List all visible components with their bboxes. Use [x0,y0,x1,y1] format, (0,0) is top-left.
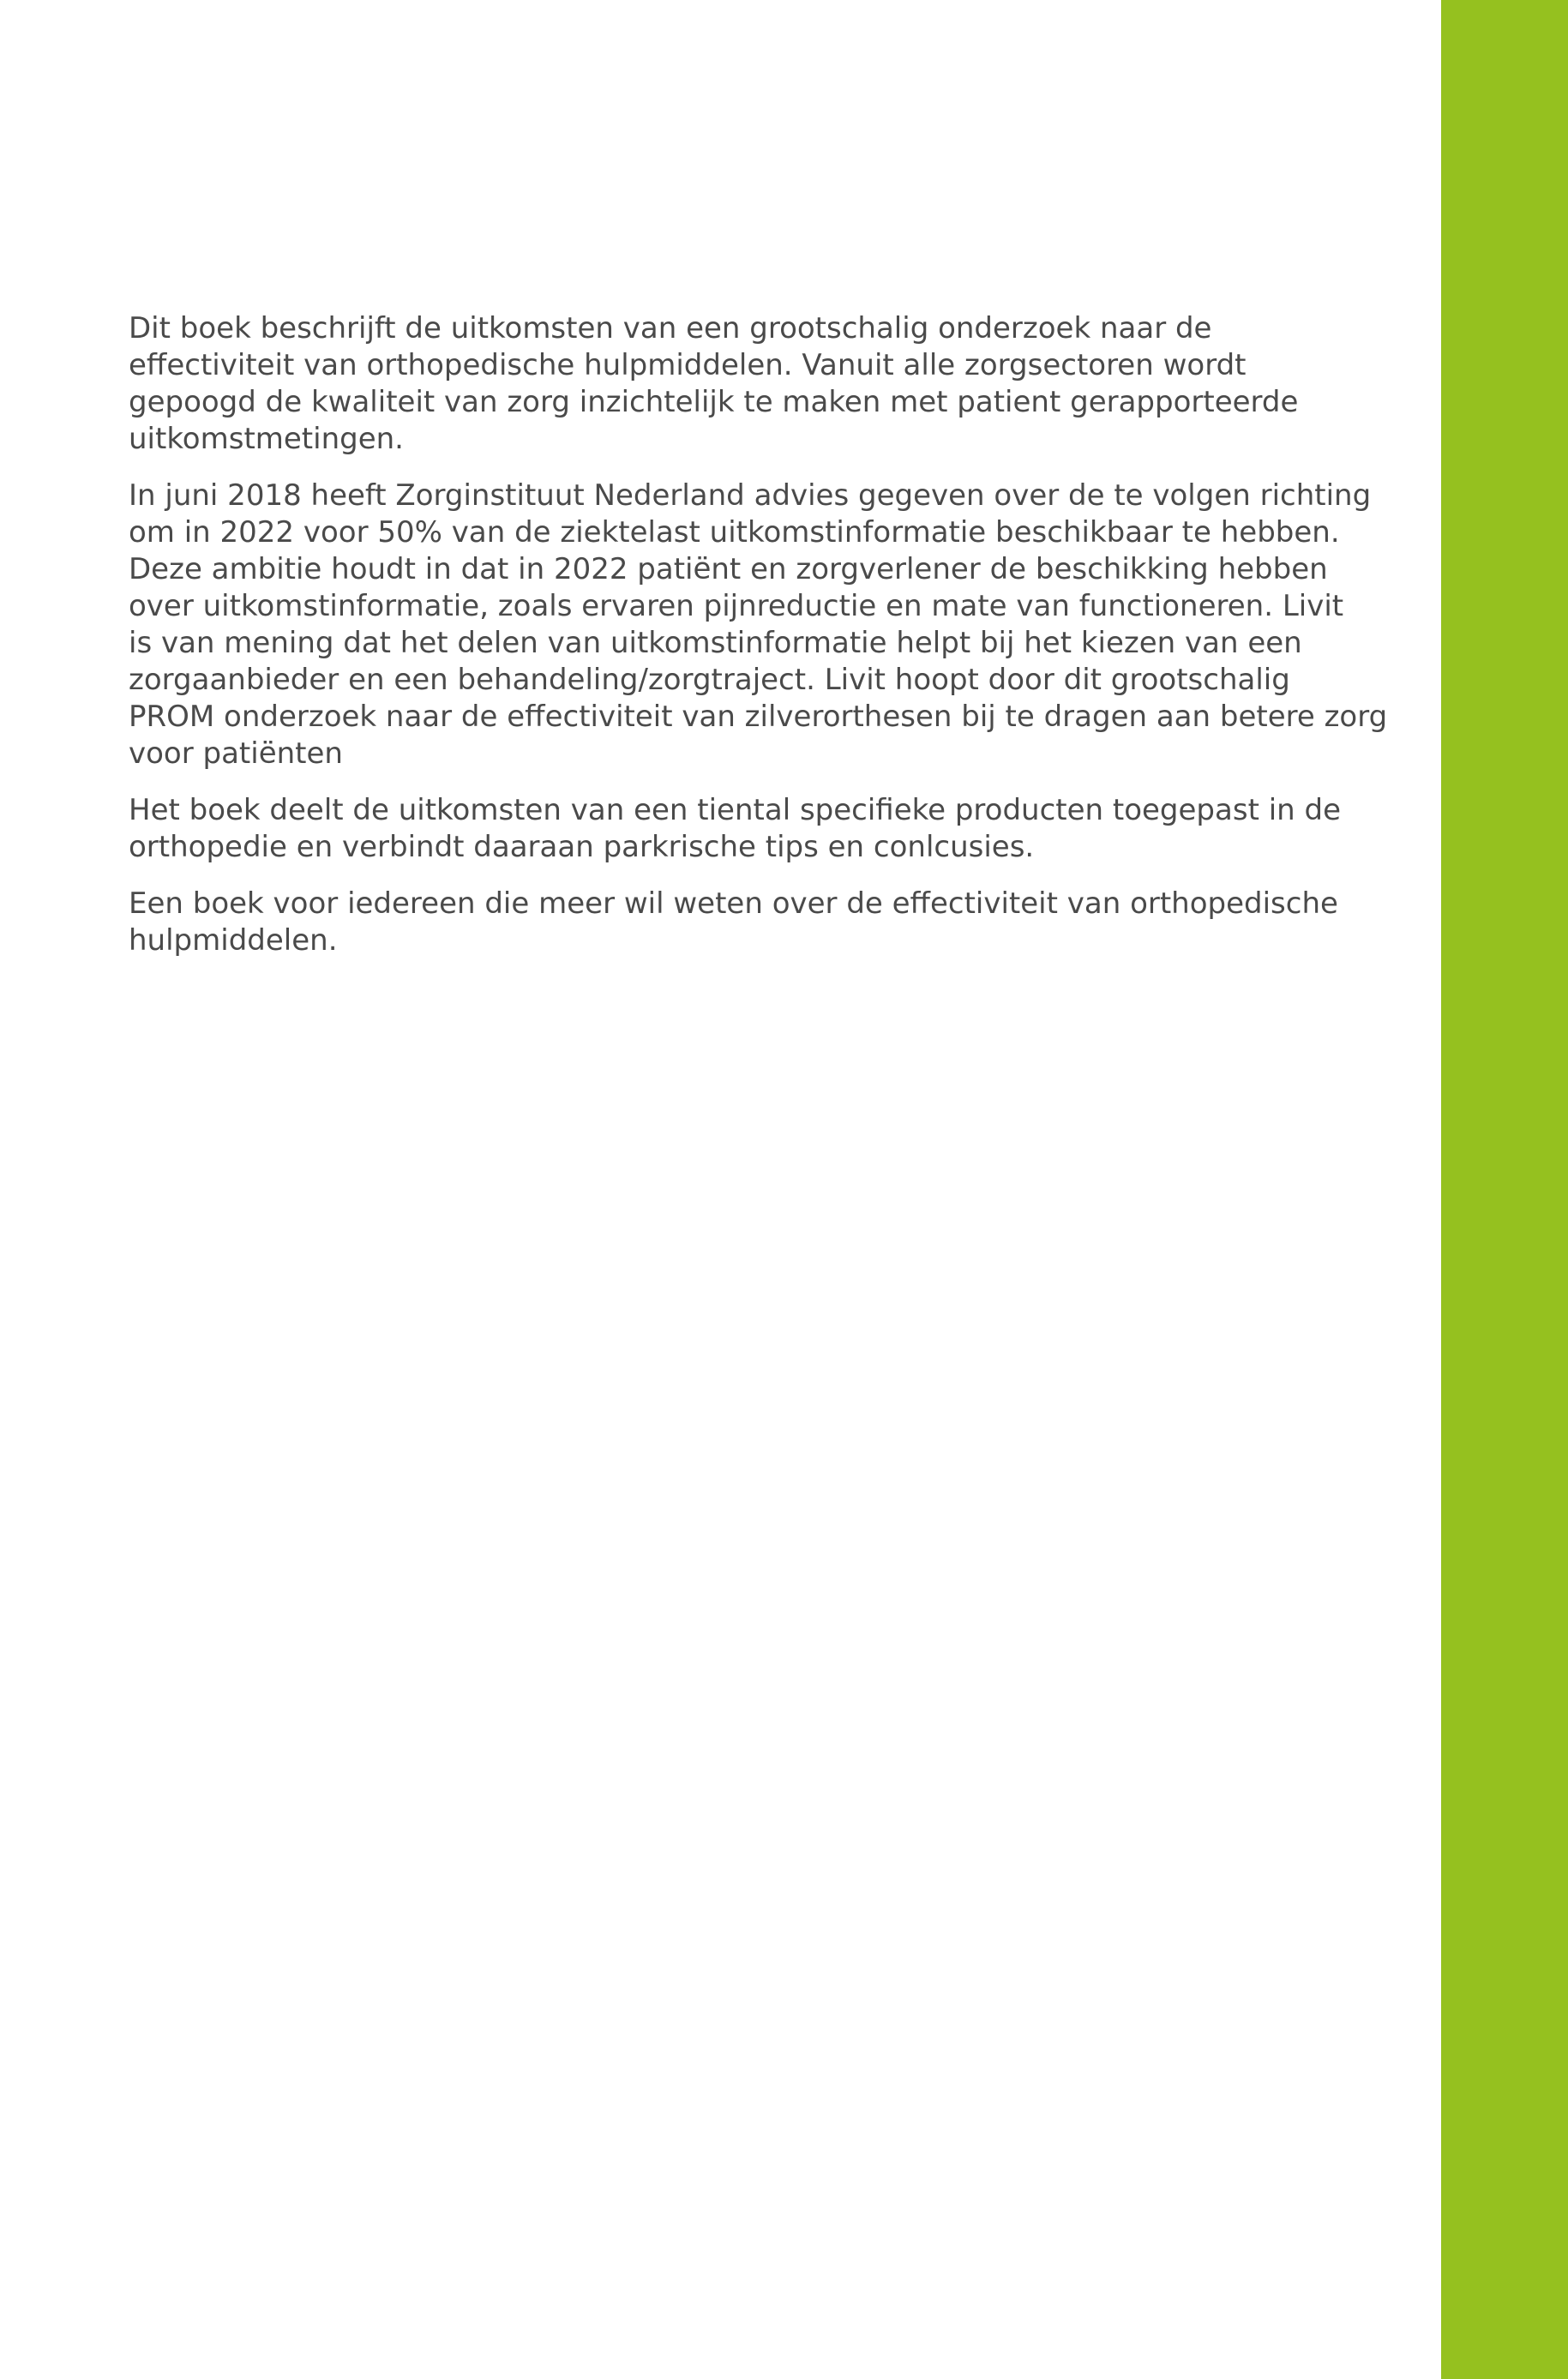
text-line: Dit boek beschrijft de uitkomsten van een grootschalig onderzoek naar de [129,311,1212,345]
paragraph-intro [129,310,1440,458]
text-line: orthopedie en verbindt daaraan parkrische tips en conlcusies. [129,830,1035,864]
text-line: Deze ambitie houdt in dat in 2022 patiënt en zorgverlener de beschikking hebben [129,552,1328,586]
blurb-text [129,310,1440,979]
text-line: uitkomstmetingen. [129,422,404,456]
text-line: gepoogd de kwaliteit van zorg inzichtelijk te maken met patient gerapporteerde [129,385,1299,419]
paragraph-context [129,478,1440,772]
text-line: zorgaanbieder en een behandeling/zorgtraject. Livit hoopt door dit grootschalig [129,663,1290,697]
paragraph-audience [129,886,1440,959]
text-line: hulpmiddelen. [129,923,338,958]
text-line: Een boek voor iedereen die meer wil weten over de effectiviteit van orthopedische [129,886,1338,921]
text-line: is van mening dat het delen van uitkomstinformatie helpt bij het kiezen van een [129,626,1302,660]
text-line: Het boek deelt de uitkomsten van een tiental specifieke producten toegepast in de [129,793,1342,827]
text-line: over uitkomstinformatie, zoals ervaren pijnreductie en mate van functioneren. Livit [129,589,1344,623]
text-line: om in 2022 voor 50% van de ziektelast uitkomstinformatie beschikbaar te hebben. [129,515,1340,550]
text-line: effectiviteit van orthopedische hulpmiddelen. Vanuit alle zorgsectoren wordt [129,348,1247,382]
text-line: In juni 2018 heeft Zorginstituut Nederland advies gegeven over de te volgen richting [129,478,1372,513]
text-line: voor patiënten [129,736,343,771]
green-side-band [1441,0,1568,2379]
paragraph-contents [129,792,1440,866]
text-line: PROM onderzoek naar de effectiviteit van zilverorthesen bij te dragen aan betere zorg [129,700,1388,734]
